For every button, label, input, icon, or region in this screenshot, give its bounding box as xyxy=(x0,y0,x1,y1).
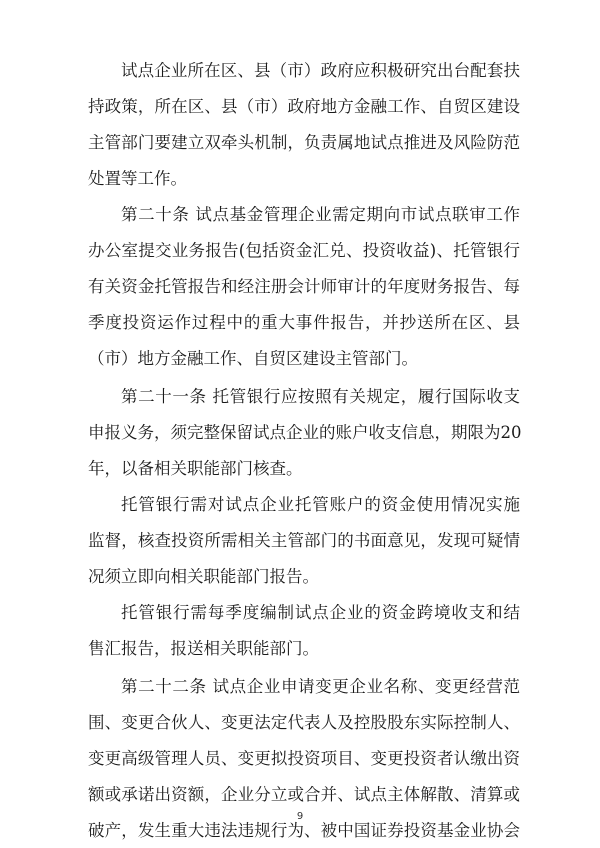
text-line: 试点企业所在区、县（市）政府应积极研究出台配套扶 xyxy=(121,61,520,80)
text-line: 第二十条 试点基金管理企业需定期向市试点联审工作 xyxy=(121,205,520,224)
text-line: 监督，核查投资所需相关主管部门的书面意见，发现可疑情 xyxy=(88,531,520,550)
text-line: 托管银行需对试点企业托管账户的资金使用情况实施 xyxy=(121,495,520,514)
text-line: 售汇报告，报送相关职能部门。 xyxy=(88,639,319,658)
text-line: 有关资金托管报告和经注册会计师审计的年度财务报告、每 xyxy=(88,277,520,296)
text-line: 办公室提交业务报告(包括资金汇兑、投资收益)、托管银行 xyxy=(88,241,520,260)
text-line: 第二十一条 托管银行应按照有关规定，履行国际收支 xyxy=(121,387,520,406)
text-line: 第二十二条 试点企业申请变更企业名称、变更经营范 xyxy=(121,677,520,696)
text-line: 季度投资运作过程中的重大事件报告，并抄送所在区、县 xyxy=(88,313,520,332)
text-line: 变更高级管理人员、变更拟投资项目、变更投资者认缴出资 xyxy=(88,749,520,768)
text-line: 破产，发生重大违法违规行为、被中国证券投资基金业协会 xyxy=(88,821,520,840)
text-line: 持政策，所在区、县（市）政府地方金融工作、自贸区建设 xyxy=(88,97,520,116)
text-line: 额或承诺出资额，企业分立或合并、试点主体解散、清算或 xyxy=(88,785,520,804)
text-line: 处置等工作。 xyxy=(88,169,187,188)
text-line: 托管银行需每季度编制试点企业的资金跨境收支和结 xyxy=(121,603,520,622)
text-line: 主管部门要建立双牵头机制，负责属地试点推进及风险防范 xyxy=(88,133,520,152)
text-line: 围、变更合伙人、变更法定代表人及控股股东实际控制人、 xyxy=(88,713,520,732)
text-line: 况须立即向相关职能部门报告。 xyxy=(88,567,319,586)
text-line: （市）地方金融工作、自贸区建设主管部门。 xyxy=(88,349,418,368)
text-line: 年，以备相关职能部门核查。 xyxy=(88,459,303,478)
text-line: 申报义务，须完整保留试点企业的账户收支信息，期限为20 xyxy=(88,423,522,442)
page-number: 9 xyxy=(296,811,304,822)
